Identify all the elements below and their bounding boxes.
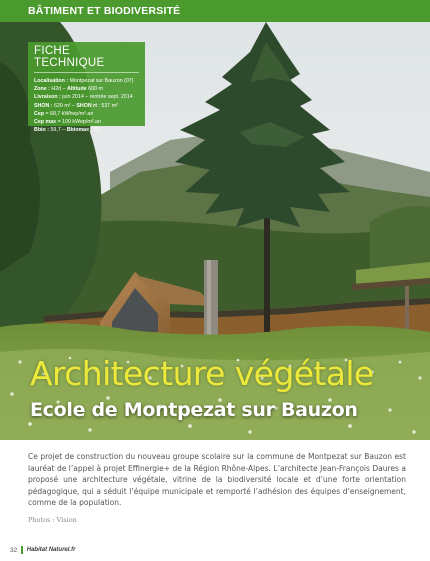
fiche-line-cep-max: Cep max = 100 kWep/m².an: [34, 119, 101, 126]
section-title: BÂTIMENT ET BIODIVERSITÉ: [28, 5, 181, 17]
magazine-brand: Habitat Naturel.fr: [26, 547, 76, 553]
footer-separator: [21, 546, 23, 554]
page-number: 32: [10, 546, 18, 554]
technical-sheet-title: FICHE TECHNIQUE: [34, 45, 139, 73]
section-header-bar: [0, 0, 430, 22]
page-footer: [10, 545, 75, 555]
fiche-line-cep: Cep = 68,7 kWhep/m².an: [34, 110, 94, 117]
article-intro: Ce projet de construction du nouveau groupe scolaire sur la commune de Montpezat sur Bauzon est lauréat de l’appel à projet Effinergie+ de la Région Rhône-Alpes. L’architecte Jean-François Daures a proposé une architecture végétale, vitrine de la biodiversité locale et d’une forte orientation pédagogique, qui a séduit l’équipe municipale et remporté l’adhésion des équipes d’enseignement, comme de la population.: [28, 452, 406, 508]
technical-sheet-box: [28, 42, 145, 134]
article-subtitle: Ecole de Montpezat sur Bauzon: [30, 399, 358, 421]
fiche-line-bbio: Bbio : 59,7 – Bbiomax : 75: [34, 127, 100, 134]
article-title: Architecture végétale: [30, 354, 374, 393]
fiche-line-location: Localisation : Montpezat sur Bauzon (07): [34, 78, 134, 84]
fiche-line-zone: Zone : H2d – Altitude 600 m: [34, 86, 103, 93]
fiche-line-delivery: Livraison : juin 2014 – rentrée sept. 2014: [34, 94, 133, 101]
photo-credit: Photos : Vision: [28, 516, 77, 524]
fiche-line-shon: SHON : 620 m² – SHON rt : 537 m²: [34, 102, 118, 109]
